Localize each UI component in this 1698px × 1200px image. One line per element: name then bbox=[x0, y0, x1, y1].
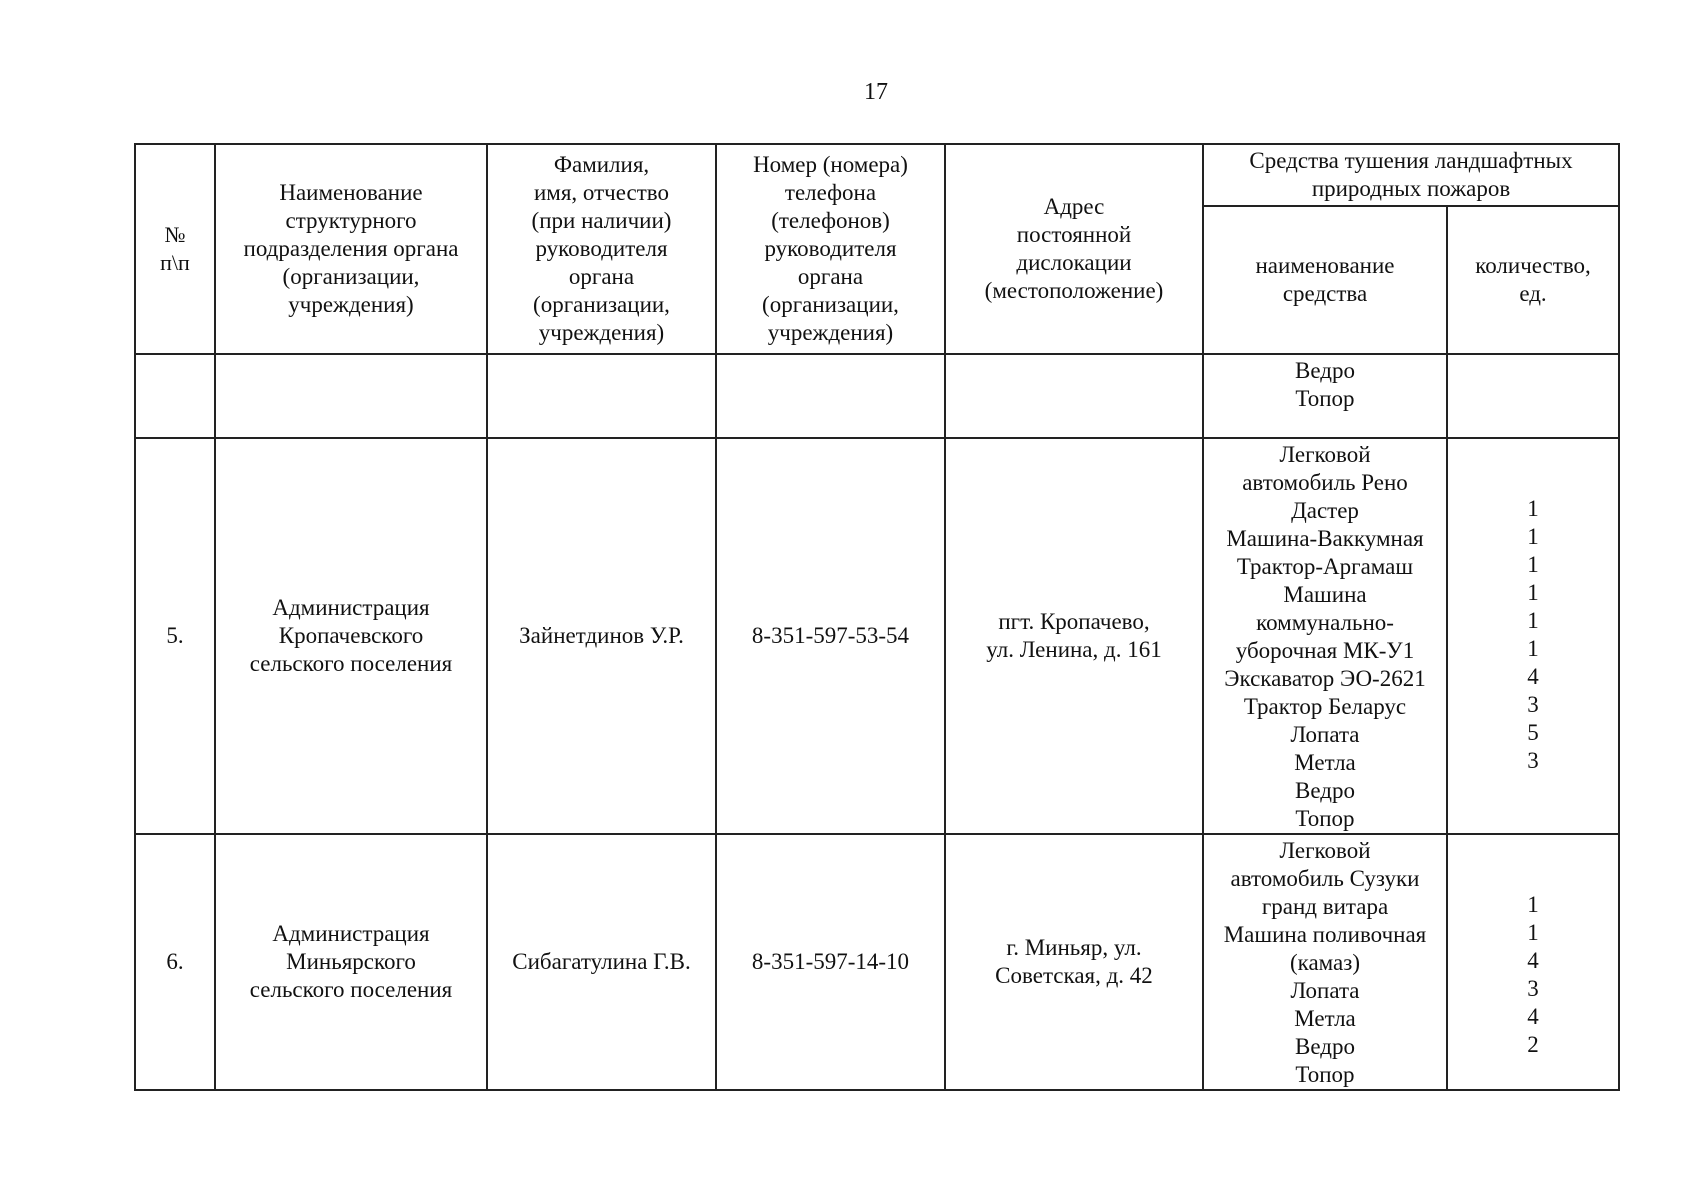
header-means-qty-line: количество, bbox=[1475, 253, 1591, 278]
equipment-item: Легковой bbox=[1279, 838, 1371, 863]
header-head-line: Фамилия, bbox=[553, 152, 650, 177]
header-phone-line: телефона bbox=[784, 180, 877, 205]
header-means-group-line: Средства тушения ландшафтных bbox=[1249, 148, 1573, 173]
header-means-group-line: природных пожаров bbox=[1311, 176, 1511, 201]
quantity-item: 1 bbox=[1527, 524, 1539, 549]
cell-head: Зайнетдинов У.Р. bbox=[487, 438, 716, 834]
header-address-line: постоянной bbox=[1016, 222, 1132, 247]
header-head-line: (организации, bbox=[533, 292, 670, 317]
quantity-item: 1 bbox=[1527, 636, 1539, 661]
quantity-item: 1 bbox=[1527, 552, 1539, 577]
cell-phone: 8-351-597-14-10 bbox=[716, 834, 945, 1090]
name-line: Администрация bbox=[272, 595, 430, 620]
header-head-line: (при наличии) bbox=[531, 208, 672, 233]
header-means-name-line: наименование bbox=[1255, 253, 1395, 278]
header-head-line: учреждения) bbox=[538, 320, 665, 345]
header-address-line: дислокации bbox=[1016, 250, 1132, 275]
cell-name bbox=[215, 354, 487, 438]
cell-equipment bbox=[1203, 438, 1447, 834]
equipment-item: Топор bbox=[1295, 1062, 1355, 1087]
cell-equipment bbox=[1203, 354, 1447, 438]
quantity-item: 4 bbox=[1527, 664, 1539, 689]
cell-quantity bbox=[1447, 354, 1619, 438]
header-phone-line: органа bbox=[797, 264, 864, 289]
header-name bbox=[215, 144, 487, 354]
header-means-group bbox=[1203, 144, 1619, 206]
header-name-line: (организации, bbox=[282, 264, 420, 289]
header-name-line: учреждения) bbox=[288, 292, 414, 317]
cell-phone: 8-351-597-53-54 bbox=[716, 438, 945, 834]
equipment-item: Трактор Беларус bbox=[1243, 694, 1407, 719]
cell-name bbox=[215, 438, 487, 834]
header-means-name-line: средства bbox=[1282, 281, 1368, 306]
cell-phone bbox=[716, 354, 945, 438]
equipment-item: Ведро bbox=[1295, 1034, 1355, 1059]
header-address-line: (местоположение) bbox=[984, 278, 1164, 303]
equipment-item: гранд витара bbox=[1261, 894, 1389, 919]
equipment-item: Машина bbox=[1283, 582, 1367, 607]
equipment-item: Ведро bbox=[1295, 358, 1355, 383]
equipment-item: Дастер bbox=[1291, 498, 1359, 523]
equipment-item: Метла bbox=[1294, 1006, 1356, 1031]
cell-name bbox=[215, 834, 487, 1090]
equipment-item: автомобиль Рено bbox=[1242, 470, 1408, 495]
cell-num: 6. bbox=[135, 834, 215, 1090]
equipment-item: Трактор-Аргамаш bbox=[1236, 554, 1414, 579]
header-name-line: Наименование bbox=[279, 180, 423, 205]
cell-quantity bbox=[1447, 834, 1619, 1090]
name-line: сельского поселения bbox=[249, 977, 453, 1002]
header-phone-line: (организации, bbox=[762, 292, 899, 317]
header-means-qty bbox=[1447, 206, 1619, 354]
equipment-item: коммунально- bbox=[1256, 610, 1394, 635]
quantity-item bbox=[1452, 439, 1614, 467]
address-line: Советская, д. 42 bbox=[995, 963, 1153, 988]
quantity-item: 4 bbox=[1527, 1004, 1539, 1029]
quantity-item bbox=[1452, 835, 1614, 863]
equipment-item: Метла bbox=[1294, 750, 1356, 775]
header-means-name bbox=[1203, 206, 1447, 354]
table-row bbox=[135, 438, 1619, 834]
cell-head bbox=[487, 354, 716, 438]
quantity-item bbox=[1452, 467, 1614, 495]
quantity-item: 1 bbox=[1527, 580, 1539, 605]
equipment-item: Лопата bbox=[1290, 978, 1360, 1003]
address-line: г. Миньяр, ул. bbox=[1006, 935, 1142, 960]
header-address-line: Адрес bbox=[1043, 194, 1105, 219]
quantity-item bbox=[1452, 863, 1614, 891]
header-address bbox=[945, 144, 1203, 354]
header-num bbox=[135, 144, 215, 354]
equipment-item: Лопата bbox=[1290, 722, 1360, 747]
header-head bbox=[487, 144, 716, 354]
equipment-item: автомобиль Сузуки bbox=[1230, 866, 1420, 891]
table-row bbox=[135, 354, 1619, 438]
equipment-item: Легковой bbox=[1279, 442, 1371, 467]
cell-head: Сибагатулина Г.В. bbox=[487, 834, 716, 1090]
quantity-item: 1 bbox=[1527, 920, 1539, 945]
header-phone-line: (телефонов) bbox=[771, 208, 890, 233]
equipment-item: Машина поливочная bbox=[1223, 922, 1427, 947]
header-name-line: подразделения органа bbox=[243, 236, 459, 261]
header-phone bbox=[716, 144, 945, 354]
quantity-item: 1 bbox=[1527, 892, 1539, 917]
cell-address bbox=[945, 354, 1203, 438]
equipment-item: Экскаватор ЭО-2621 bbox=[1224, 666, 1426, 691]
address-line: ул. Ленина, д. 161 bbox=[986, 637, 1162, 662]
name-line: Администрация bbox=[272, 921, 430, 946]
cell-address bbox=[945, 834, 1203, 1090]
quantity-item: 3 bbox=[1527, 976, 1539, 1001]
equipment-item: (камаз) bbox=[1289, 950, 1361, 975]
name-line: сельского поселения bbox=[249, 651, 453, 676]
header-head-line: имя, отчество bbox=[533, 180, 669, 205]
name-line: Миньярского bbox=[286, 949, 416, 974]
quantity-item: 3 bbox=[1527, 692, 1539, 717]
equipment-item: Топор bbox=[1295, 806, 1355, 831]
equipment-item: Машина-Ваккумная bbox=[1226, 526, 1424, 551]
cell-num: 5. bbox=[135, 438, 215, 834]
cell-quantity bbox=[1447, 438, 1619, 834]
quantity-item: 1 bbox=[1527, 608, 1539, 633]
equipment-item: Топор bbox=[1295, 386, 1355, 411]
quantity-item: 5 bbox=[1527, 720, 1539, 745]
equipment-item: уборочная МК-У1 bbox=[1235, 638, 1415, 663]
quantity-item: 1 bbox=[1527, 496, 1539, 521]
cell-address bbox=[945, 438, 1203, 834]
resources-table bbox=[134, 143, 1620, 1091]
equipment-item: Ведро bbox=[1295, 778, 1355, 803]
quantity-item: 3 bbox=[1527, 748, 1539, 773]
header-num-line: п\п bbox=[160, 250, 190, 275]
table-body bbox=[135, 354, 1619, 1090]
name-line: Кропачевского bbox=[278, 623, 424, 648]
quantity-item: 2 bbox=[1527, 1032, 1539, 1057]
header-phone-line: Номер (номера) bbox=[753, 152, 908, 177]
header-head-line: органа bbox=[568, 264, 635, 289]
header-phone-line: учреждения) bbox=[767, 320, 894, 345]
cell-equipment bbox=[1203, 834, 1447, 1090]
cell-num bbox=[135, 354, 215, 438]
table-row bbox=[135, 834, 1619, 1090]
header-phone-line: руководителя bbox=[764, 236, 897, 261]
page-number: 17 bbox=[864, 79, 888, 105]
header-means-qty-line: ед. bbox=[1519, 281, 1547, 306]
header-name-line: структурного bbox=[285, 208, 417, 233]
header-num-line: № bbox=[164, 222, 186, 247]
quantity-item: 4 bbox=[1527, 948, 1539, 973]
address-line: пгт. Кропачево, bbox=[998, 609, 1150, 634]
header-head-line: руководителя bbox=[535, 236, 668, 261]
